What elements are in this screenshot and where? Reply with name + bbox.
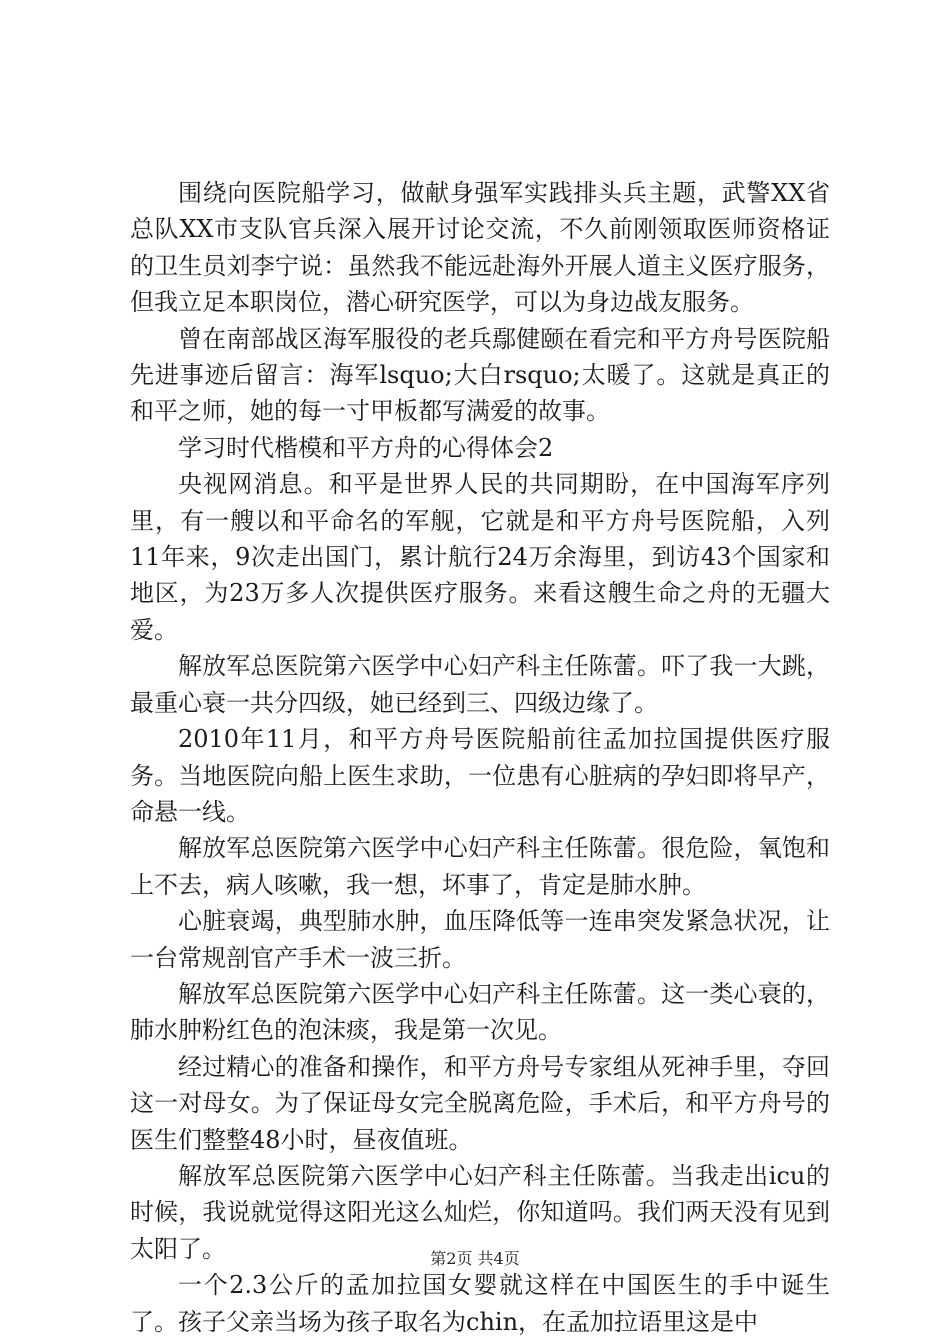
- paragraph: 解放军总医院第六医学中心妇产科主任陈蕾。这一类心衰的，肺水肿粉红色的泡沫痰，我是第一次见。: [130, 979, 830, 1045]
- paragraph: 解放军总医院第六医学中心妇产科主任陈蕾。很危险，氧饱和上不去，病人咳嗽，我一想，坏事了，肯定是肺水肿。: [130, 834, 830, 899]
- page-number-footer: 第2页 共4页: [430, 1249, 520, 1268]
- paragraph: 心脏衰竭，典型肺水肿，血压降低等一连串突发紧急状况，让一台常规剖官产手术一波三折。: [130, 907, 830, 972]
- paragraph: 经过精心的准备和操作，和平方舟号专家组从死神手里，夺回这一对母女。为了保证母女完全脱离危险，手术后，和平方舟号的医生们整整48小时，昼夜值班。: [130, 1052, 830, 1154]
- paragraph: 2010年11月，和平方舟号医院船前往孟加拉国提供医疗服务。当地医院向船上医生求助，一位患有心脏病的孕妇即将早产，命悬一线。: [130, 725, 830, 826]
- paragraph: 解放军总医院第六医学中心妇产科主任陈蕾。吓了我一大跳，最重心衰一共分四级，她已经到三、四级边缘了。: [130, 652, 830, 717]
- paragraph: 央视网消息。和平是世界人民的共同期盼，在中国海军序列里，有一艘以和平命名的军舰，它就是和平方舟号医院船，入列11年来，9次走出国门，累计航行24万余海里，到访43个国家和地区，为23万多人次提供医疗服务。来看这艘生命之舟的无疆大爱。: [130, 470, 830, 644]
- section-heading: 学习时代楷模和平方舟的心得体会2: [178, 433, 554, 462]
- paragraph: 解放军总医院第六医学中心妇产科主任陈蕾。当我走出icu的时候，我说就觉得这阳光这么灿烂，你知道吗。我们两天没有见到太阳了。: [130, 1161, 830, 1263]
- paragraph: 一个2.3公斤的孟加拉国女婴就这样在中国医生的手中诞生了。孩子父亲当场为孩子取名为chin，在孟加拉语里这是中: [130, 1271, 830, 1336]
- paragraph: 曾在南部战区海军服役的老兵鄢健颐在看完和平方舟号医院船先进事迹后留言：海军lsquo;大白rsquo;太暖了。这就是真正的和平之师，她的每一寸甲板都写满爱的故事。: [130, 324, 830, 426]
- document-body: [130, 175, 830, 1340]
- paragraph: 围绕向医院船学习，做献身强军实践排头兵主题，武警XX省总队XX市支队官兵深入展开讨论交流，不久前刚领取医师资格证的卫生员刘李宁说：虽然我不能远赴海外开展人道主义医疗服务，但我立足本职岗位，潜心研究医学，可以为身边战友服务。: [130, 179, 830, 317]
